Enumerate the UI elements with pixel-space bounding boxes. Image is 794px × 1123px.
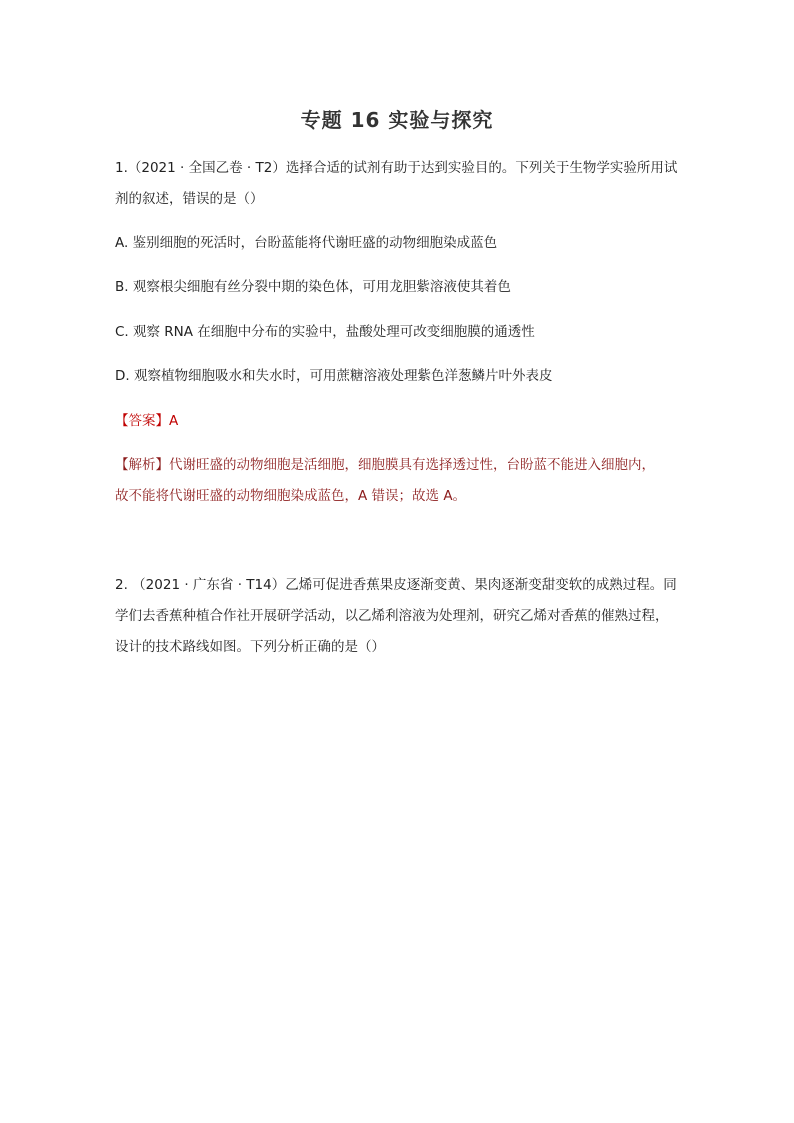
q2-stem-line-3: 设计的技术路线如图。下列分析正确的是（） — [115, 639, 385, 655]
q1-option-a: A. 鉴别细胞的死活时，台盼蓝能将代谢旺盛的动物细胞染成蓝色 — [115, 235, 498, 251]
q1-analysis-line-1: 【解析】代谢旺盛的动物细胞是活细胞，细胞膜具有选择透过性，台盼蓝不能进入细胞内， — [115, 457, 655, 473]
q1-stem-line-1: 1.（2021 · 全国乙卷 · T2）选择合适的试剂有助于达到实验目的。下列关于生物学实验所用试 — [115, 160, 678, 176]
q1-option-b: B. 观察根尖细胞有丝分裂中期的染色体，可用龙胆紫溶液使其着色 — [115, 279, 511, 295]
page-title: 专题 16 实验与探究 — [300, 108, 494, 132]
q2-stem-line-1: 2. （2021 · 广东省 · T14）乙烯可促进香蕉果皮逐渐变黄、果肉逐渐变甜变软的成熟过程。同 — [115, 577, 677, 593]
q1-option-c: C. 观察 RNA 在细胞中分布的实验中，盐酸处理可改变细胞膜的通透性 — [115, 324, 535, 340]
q2-stem-line-2: 学们去香蕉种植合作社开展研学活动，以乙烯利溶液为处理剂，研究乙烯对香蕉的催熟过程， — [115, 608, 669, 624]
q1-option-d: D. 观察植物细胞吸水和失水时，可用蔗糖溶液处理紫色洋葱鳞片叶外表皮 — [115, 368, 553, 384]
q1-analysis-line-2: 故不能将代谢旺盛的动物细胞染成蓝色，A 错误；故选 A。 — [115, 488, 467, 504]
q1-stem-line-2: 剂的叙述，错误的是（） — [115, 191, 264, 207]
q1-answer: 【答案】A — [115, 413, 179, 429]
